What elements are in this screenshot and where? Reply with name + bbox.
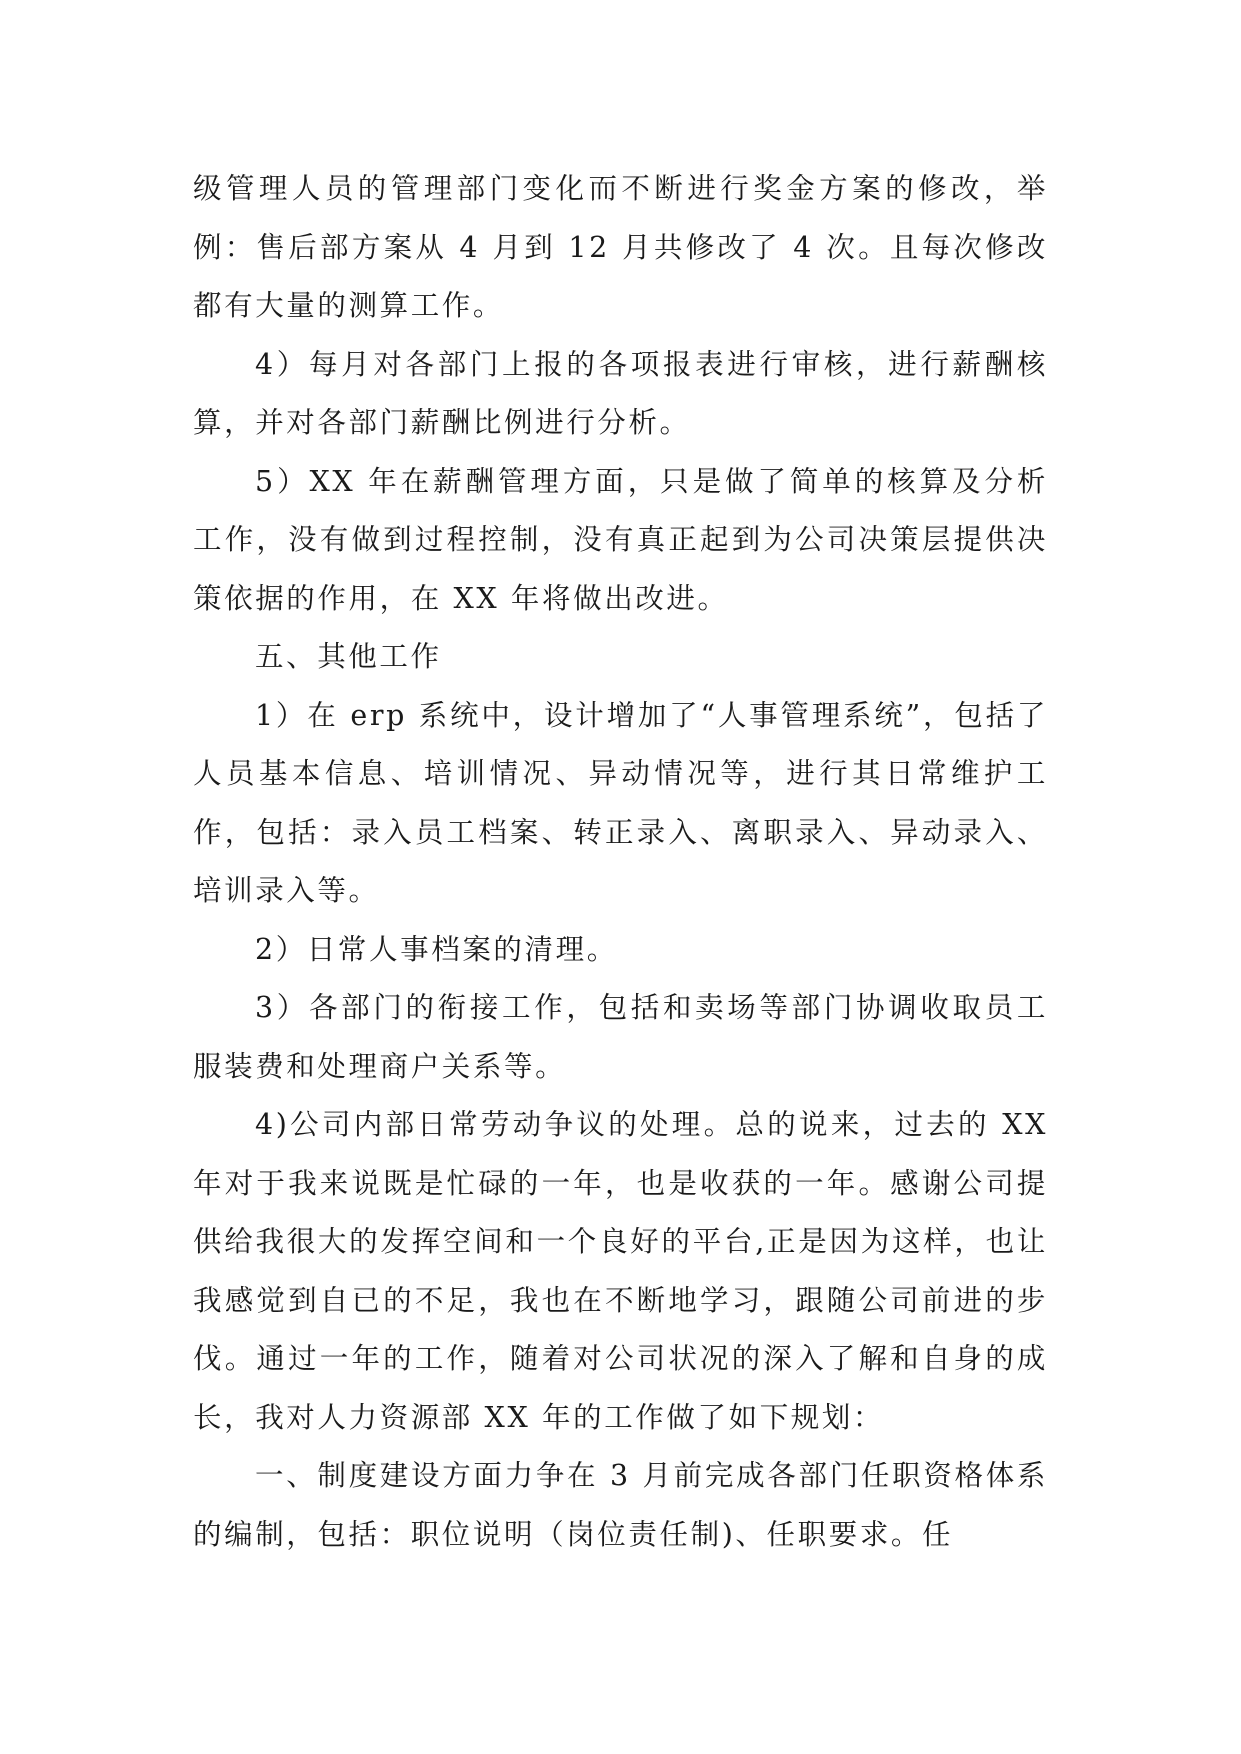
paragraph-8: 4)公司内部日常劳动争议的处理。总的说来，过去的 XX 年对于我来说既是忙碌的一年，也是收获的一年。感谢公司提供给我很大的发挥空间和一个良好的平台,正是因为这样，也让我感觉到自已的不足，我也在不断地学习，跟随公司前进的步伐。通过一年的工作，随着对公司状况的深入了解和自身的成长，我对人力资源部 XX 年的工作做了如下规划： [193,1108,1048,1434]
paragraph-9: 一、制度建设方面力争在 3 月前完成各部门任职资格体系的编制，包括：职位说明（岗位责任制)、任职要求。任 [193,1459,1048,1551]
paragraph-2: 4）每月对各部门上报的各项报表进行审核，进行薪酬核算，并对各部门薪酬比例进行分析。 [193,347,1048,439]
paragraph-6: 2）日常人事档案的清理。 [255,932,618,966]
document-body [193,160,1048,1564]
paragraph-1: 级管理人员的管理部门变化而不断进行奖金方案的修改，举例：售后部方案从 4 月到 12 月共修改了 4 次。且每次修改都有大量的测算工作。 [193,172,1048,322]
paragraph-3: 5）XX 年在薪酬管理方面，只是做了简单的核算及分析工作，没有做到过程控制，没有真正起到为公司决策层提供决策依据的作用，在 XX 年将做出改进。 [193,464,1048,615]
paragraph-7: 3）各部门的衔接工作，包括和卖场等部门协调收取员工服装费和处理商户关系等。 [193,991,1048,1083]
paragraph-5: 1）在 erp 系统中，设计增加了“人事管理系统”，包括了人员基本信息、培训情况、异动情况等，进行其日常维护工作，包括：录入员工档案、转正录入、离职录入、异动录入、培训录入等。 [193,698,1048,907]
section-heading-other-work: 五、其他工作 [255,640,442,673]
